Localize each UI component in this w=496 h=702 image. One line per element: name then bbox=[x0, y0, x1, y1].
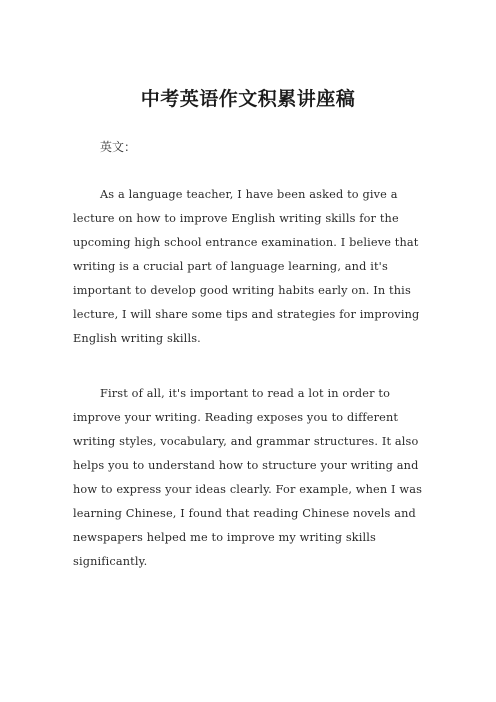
paragraph-1: As a language teacher, I have been asked to give a lecture on how to improve English writing skills for the upcoming high school entrance examination. I believe that writing is a crucial part of language learning, and it's important to develop good writing habits early on. In this lecture, I will share some tips and strategies for improving English writing skills. bbox=[73, 188, 420, 345]
document-title: 中考英语作文积累讲座稿 bbox=[140, 88, 356, 110]
paragraph-2: First of all, it's important to read a lot in order to improve your writing. Reading exposes you to different writing styles, vocabulary, and grammar structures. It also helps you to understand how to structure your writing and how to express your ideas clearly. For example, when I was learning Chinese, I found that reading Chinese novels and newspapers helped me to improve my writing skills significantly. bbox=[73, 387, 423, 568]
section-label: 英文： bbox=[100, 140, 137, 154]
